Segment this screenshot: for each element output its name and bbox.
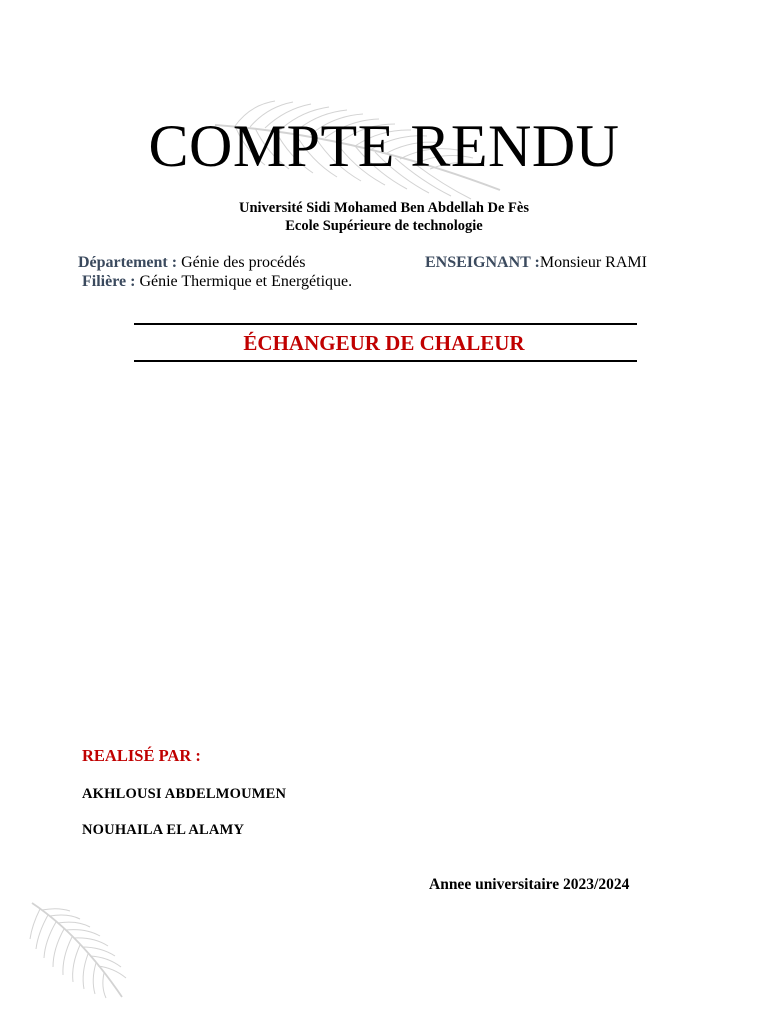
department-line bbox=[78, 253, 305, 272]
teacher-line bbox=[425, 253, 647, 272]
subject-top-rule bbox=[134, 323, 637, 325]
field-label: Filière : bbox=[82, 273, 136, 290]
academic-year: Annee universitaire 2023/2024 bbox=[429, 876, 630, 893]
subject-title: ÉCHANGEUR DE CHALEUR bbox=[243, 331, 525, 355]
feather-watermark-bottom bbox=[20, 895, 140, 1005]
department-value: Génie des procédés bbox=[177, 254, 306, 271]
teacher-label: ENSEIGNANT : bbox=[425, 254, 540, 271]
department-label: Département : bbox=[78, 254, 178, 271]
field-line bbox=[82, 272, 352, 291]
page-title: COMPTE RENDU bbox=[148, 113, 620, 179]
field-value: Génie Thermique et Energétique. bbox=[135, 273, 353, 290]
author-name: NOUHAILA EL ALAMY bbox=[82, 822, 245, 838]
authors-heading: REALISÉ PAR : bbox=[82, 746, 201, 765]
subject-bottom-rule bbox=[134, 360, 637, 362]
institution-block bbox=[0, 199, 768, 235]
school-name: Ecole Supérieure de technologie bbox=[285, 218, 483, 234]
author-name: AKHLOUSI ABDELMOUMEN bbox=[82, 786, 287, 802]
teacher-value: Monsieur RAMI bbox=[539, 254, 647, 271]
university-name: Université Sidi Mohamed Ben Abdellah De Fès bbox=[238, 200, 529, 216]
